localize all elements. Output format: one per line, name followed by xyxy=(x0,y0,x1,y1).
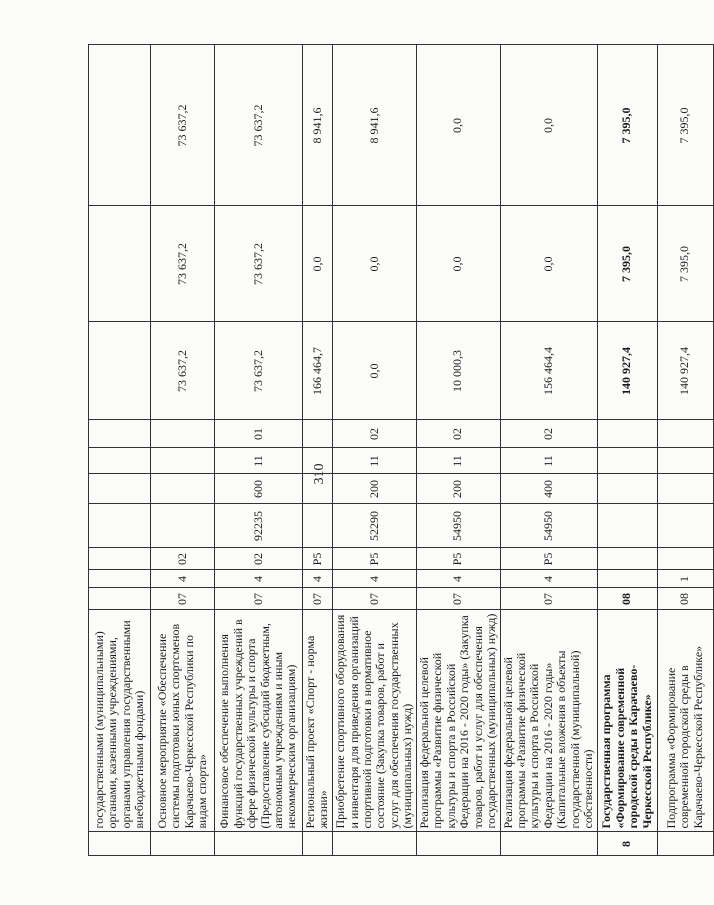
cell-no xyxy=(151,832,215,856)
cell-c6 xyxy=(89,448,151,474)
cell-c5 xyxy=(151,474,215,504)
cell-no xyxy=(657,832,713,856)
row-margin-cell xyxy=(332,856,416,860)
cell-c4: 92235 xyxy=(215,504,303,548)
table-row xyxy=(657,45,713,860)
cell-c7 xyxy=(597,420,657,448)
cell-c2: 4 xyxy=(500,570,597,588)
cell-c1 xyxy=(89,588,151,610)
cell-c6 xyxy=(597,448,657,474)
cell-c7 xyxy=(89,420,151,448)
cell-v1: 140 927,4 xyxy=(597,322,657,420)
row-margin-cell xyxy=(500,856,597,860)
cell-v1: 156 464,4 xyxy=(500,322,597,420)
cell-v3: 7 395,0 xyxy=(597,45,657,206)
cell-c5 xyxy=(657,474,713,504)
cell-c1: 07 xyxy=(151,588,215,610)
cell-v1: 10 000,3 xyxy=(416,322,500,420)
cell-c5 xyxy=(89,474,151,504)
cell-v2: 0,0 xyxy=(416,206,500,322)
cell-c1: 07 xyxy=(416,588,500,610)
cell-c1: 07 xyxy=(332,588,416,610)
cell-c6: 11 xyxy=(215,448,303,474)
cell-c2 xyxy=(89,570,151,588)
row-margin-cell xyxy=(215,856,303,860)
cell-c5: 200 xyxy=(416,474,500,504)
cell-v1: 73 637,2 xyxy=(215,322,303,420)
cell-v1: 0,0 xyxy=(332,322,416,420)
cell-v3: 8 941,6 xyxy=(303,45,333,206)
cell-c2: 4 xyxy=(332,570,416,588)
row-margin-cell xyxy=(151,856,215,860)
cell-v2: 0,0 xyxy=(500,206,597,322)
cell-c5 xyxy=(597,474,657,504)
cell-v1: 140 927,4 xyxy=(657,322,713,420)
cell-c4 xyxy=(151,504,215,548)
cell-v2: 0,0 xyxy=(332,206,416,322)
cell-v2: 73 637,2 xyxy=(151,206,215,322)
table-row xyxy=(597,45,657,860)
table-row xyxy=(89,45,151,860)
cell-v1 xyxy=(89,322,151,420)
row-margin-cell xyxy=(416,856,500,860)
budget-table xyxy=(88,45,705,860)
cell-c4 xyxy=(89,504,151,548)
rotated-table-area xyxy=(88,45,705,860)
cell-c2: 1 xyxy=(657,570,713,588)
cell-c2: 4 xyxy=(303,570,333,588)
cell-c6: 11 xyxy=(500,448,597,474)
cell-c7: 02 xyxy=(332,420,416,448)
cell-c3 xyxy=(657,548,713,570)
cell-v3: 7 395,0 xyxy=(657,45,713,206)
cell-v1: 166 464,7 xyxy=(303,322,333,420)
cell-c7: 02 xyxy=(500,420,597,448)
cell-c5 xyxy=(303,474,333,504)
table-row xyxy=(215,45,303,860)
cell-c3: P5 xyxy=(416,548,500,570)
cell-c3: 02 xyxy=(151,548,215,570)
cell-name: Государственная программа «Формирование современной городской среды в Карачаево-Черкесской Республике» xyxy=(597,610,657,832)
cell-name: Региональный проект «Спорт - норма жизни» xyxy=(303,610,333,832)
cell-v3: 0,0 xyxy=(500,45,597,206)
cell-c4 xyxy=(597,504,657,548)
cell-c5: 600 xyxy=(215,474,303,504)
table-row xyxy=(500,45,597,860)
page-number: 310 xyxy=(312,463,327,485)
cell-c5: 400 xyxy=(500,474,597,504)
cell-c2: 4 xyxy=(151,570,215,588)
cell-c3 xyxy=(597,548,657,570)
cell-c3: 02 xyxy=(215,548,303,570)
cell-c6 xyxy=(151,448,215,474)
cell-c3: P5 xyxy=(332,548,416,570)
cell-name: Реализация федеральной целевой программы «Развитие физической культуры и спорта в Российской Федерации на 2016 - 2020 годы» (Капитальные вложения в объекты государственной (муниципальной) собственности) xyxy=(500,610,597,832)
cell-v3: 73 637,2 xyxy=(151,45,215,206)
cell-c1: 07 xyxy=(215,588,303,610)
cell-c4 xyxy=(657,504,713,548)
cell-no xyxy=(215,832,303,856)
cell-c3 xyxy=(89,548,151,570)
cell-name: Финансовое обеспечение выполнения функций государственных учреждений в сфере физической культуры и спорта (Предоставление субсидий бюджетным, автономным учреждениям и иным некоммерческим организациям) xyxy=(215,610,303,832)
cell-no xyxy=(500,832,597,856)
cell-v2: 7 395,0 xyxy=(657,206,713,322)
cell-no xyxy=(332,832,416,856)
cell-c6 xyxy=(657,448,713,474)
cell-c2: 4 xyxy=(416,570,500,588)
cell-c4 xyxy=(303,504,333,548)
cell-c4: 54950 xyxy=(500,504,597,548)
cell-c7 xyxy=(303,420,333,448)
table-row xyxy=(416,45,500,860)
cell-c4: 54950 xyxy=(416,504,500,548)
cell-c6: 11 xyxy=(416,448,500,474)
cell-no xyxy=(303,832,333,856)
cell-c3: P5 xyxy=(303,548,333,570)
cell-v2: 73 637,2 xyxy=(215,206,303,322)
cell-no xyxy=(416,832,500,856)
row-margin-cell xyxy=(597,856,657,860)
cell-c1: 07 xyxy=(303,588,333,610)
cell-no: 8 xyxy=(597,832,657,856)
table-row xyxy=(151,45,215,860)
cell-v3: 73 637,2 xyxy=(215,45,303,206)
row-margin-cell xyxy=(657,856,713,860)
cell-c5: 200 xyxy=(332,474,416,504)
cell-name: Подпрограмма «Формирование современной городской среды в Карачаево-Черкесской Республике» xyxy=(657,610,713,832)
cell-c1: 08 xyxy=(657,588,713,610)
cell-name: Основное мероприятие «Обеспечение системы подготовки юных спортсменов Карачаево-Черкесской Республики по видам спорта» xyxy=(151,610,215,832)
cell-c3: P5 xyxy=(500,548,597,570)
cell-c6 xyxy=(303,448,333,474)
table-row xyxy=(303,45,333,860)
cell-c4: 52290 xyxy=(332,504,416,548)
cell-v2 xyxy=(89,206,151,322)
cell-name: государственными (муниципальными) органами, казенными учреждениями, органами управления государственными внебюджетными фондами) xyxy=(89,610,151,832)
cell-v3 xyxy=(89,45,151,206)
cell-c2: 4 xyxy=(215,570,303,588)
cell-v2: 0,0 xyxy=(303,206,333,322)
cell-c7: 01 xyxy=(215,420,303,448)
cell-v1: 73 637,2 xyxy=(151,322,215,420)
cell-c1: 08 xyxy=(597,588,657,610)
cell-c7 xyxy=(151,420,215,448)
cell-c2 xyxy=(597,570,657,588)
cell-v3: 0,0 xyxy=(416,45,500,206)
cell-c7: 02 xyxy=(416,420,500,448)
table-row xyxy=(332,45,416,860)
cell-c6: 11 xyxy=(332,448,416,474)
cell-name: Приобретение спортивного оборудования и инвентаря для приведения организаций спортивной подготовки в нормативное состояние (Закупка товаров, работ и услуг для обеспечения государственных (муниципальных) нужд) xyxy=(332,610,416,832)
cell-c1: 07 xyxy=(500,588,597,610)
cell-c7 xyxy=(657,420,713,448)
cell-v2: 7 395,0 xyxy=(597,206,657,322)
cell-no xyxy=(89,832,151,856)
row-margin-cell xyxy=(303,856,333,860)
cell-v3: 8 941,6 xyxy=(332,45,416,206)
row-margin-cell xyxy=(89,856,151,860)
cell-name: Реализация федеральной целевой программы «Развитие физической культуры и спорта в Российской Федерации на 2016 - 2020 годы» (Закупка товаров, работ и услуг для обеспечения государственных (муниципальных) нужд) xyxy=(416,610,500,832)
